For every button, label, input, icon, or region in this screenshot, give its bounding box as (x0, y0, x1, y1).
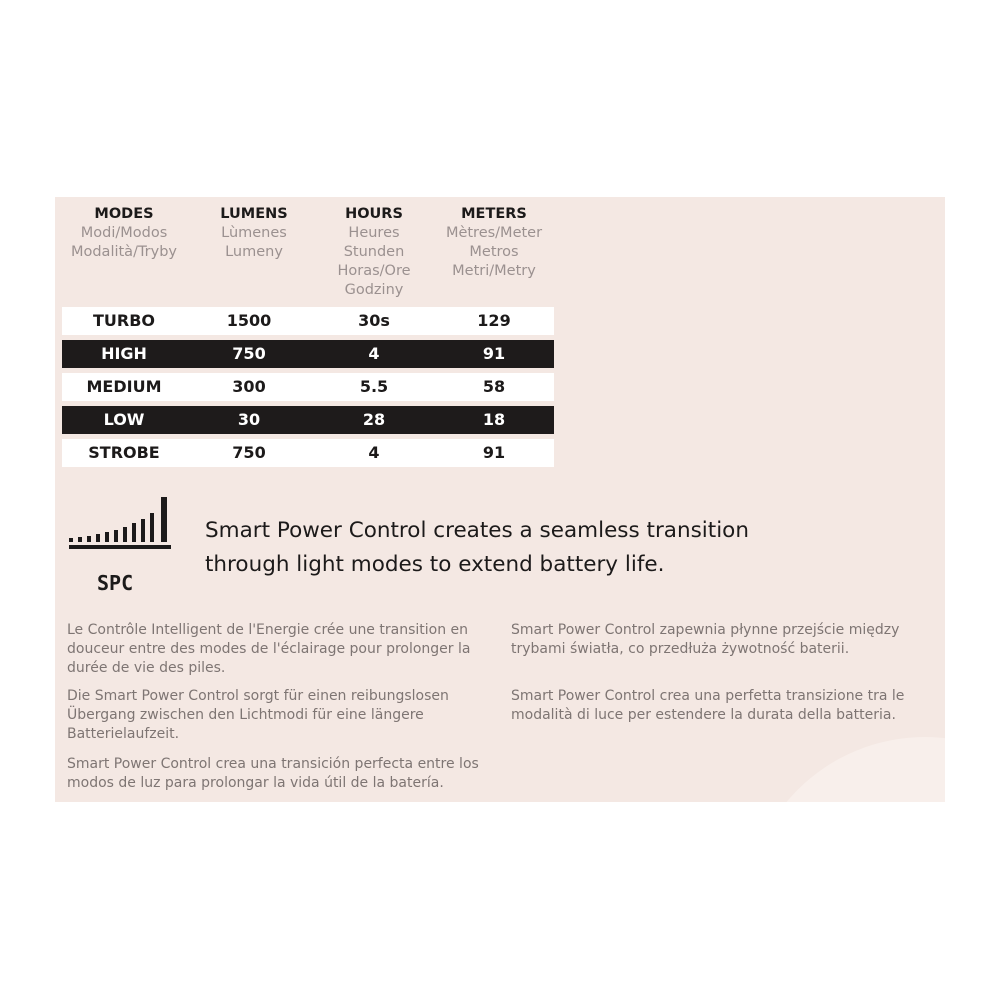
header-sub: Modalità/Tryby (70, 244, 178, 260)
header-sub: Metros (469, 244, 519, 260)
header-title: MODES (94, 206, 154, 222)
cell-hours: 30s (358, 311, 390, 330)
table-row-high (62, 340, 554, 368)
header-lumens (189, 205, 319, 262)
header-hours (309, 205, 439, 300)
header-sub: Modi/Modos (80, 225, 168, 241)
cell-lumens: 750 (232, 443, 266, 462)
header-sub: Horas/Ore (337, 263, 411, 279)
header-sub: Mètres/Meter (445, 225, 543, 241)
cell-hours: 4 (368, 344, 380, 363)
header-title: LUMENS (220, 206, 288, 222)
cell-mode: HIGH (101, 344, 147, 363)
cell-hours: 4 (368, 443, 380, 462)
background-swirl (745, 737, 945, 802)
translation-fr: Le Contrôle Intelligent de l'Energie crée une transition en douceur entre des modes de l'éclairage pour prolonger la durée de vie des piles. (67, 622, 471, 676)
cell-lumens: 1500 (226, 311, 272, 330)
cell-meters: 129 (477, 311, 511, 330)
header-modes (59, 205, 189, 262)
header-title: METERS (461, 206, 527, 222)
cell-mode: MEDIUM (86, 377, 162, 396)
table-row-low (62, 406, 554, 434)
cell-lumens: 300 (232, 377, 266, 396)
headline-line: through light modes to extend battery life. (205, 552, 665, 577)
signal-bars-icon (67, 495, 175, 555)
header-sub: Lumeny (225, 244, 283, 260)
cell-hours: 28 (362, 410, 386, 429)
spec-card (55, 197, 945, 802)
headline-line: Smart Power Control creates a seamless transition (205, 518, 749, 543)
cell-mode: STROBE (88, 443, 160, 462)
translation-pl: Smart Power Control zapewnia płynne przejście między trybami światła, co przedłuża żywotność baterii. (511, 622, 900, 657)
cell-mode: TURBO (92, 311, 156, 330)
cell-meters: 58 (482, 377, 506, 396)
cell-lumens: 30 (237, 410, 261, 429)
header-meters (429, 205, 559, 281)
spc-headline (205, 514, 905, 582)
cell-lumens: 750 (232, 344, 266, 363)
cell-hours: 5.5 (359, 377, 389, 396)
header-sub: Lùmenes (221, 225, 287, 241)
cell-meters: 91 (482, 443, 506, 462)
header-title: HOURS (345, 206, 403, 222)
table-row-medium (62, 373, 554, 401)
translation-it: Smart Power Control crea una perfetta transizione tra le modalità di luce per estendere la durata della batteria. (511, 688, 905, 723)
spc-label: SPC (97, 571, 134, 595)
cell-meters: 91 (482, 344, 506, 363)
translation-es: Smart Power Control crea una transición perfecta entre los modos de luz para prolongar la vida útil de la batería. (67, 756, 479, 791)
header-sub: Metri/Metry (452, 263, 536, 279)
header-sub: Godziny (344, 282, 404, 298)
cell-meters: 18 (482, 410, 506, 429)
cell-mode: LOW (103, 410, 145, 429)
table-row-strobe (62, 439, 554, 467)
header-sub: Heures (348, 225, 400, 241)
header-sub: Stunden (343, 244, 405, 260)
translation-de: Die Smart Power Control sorgt für einen reibungslosen Übergang zwischen den Lichtmodi für eine längere Batterielaufzeit. (67, 688, 449, 742)
table-row-turbo (62, 307, 554, 335)
